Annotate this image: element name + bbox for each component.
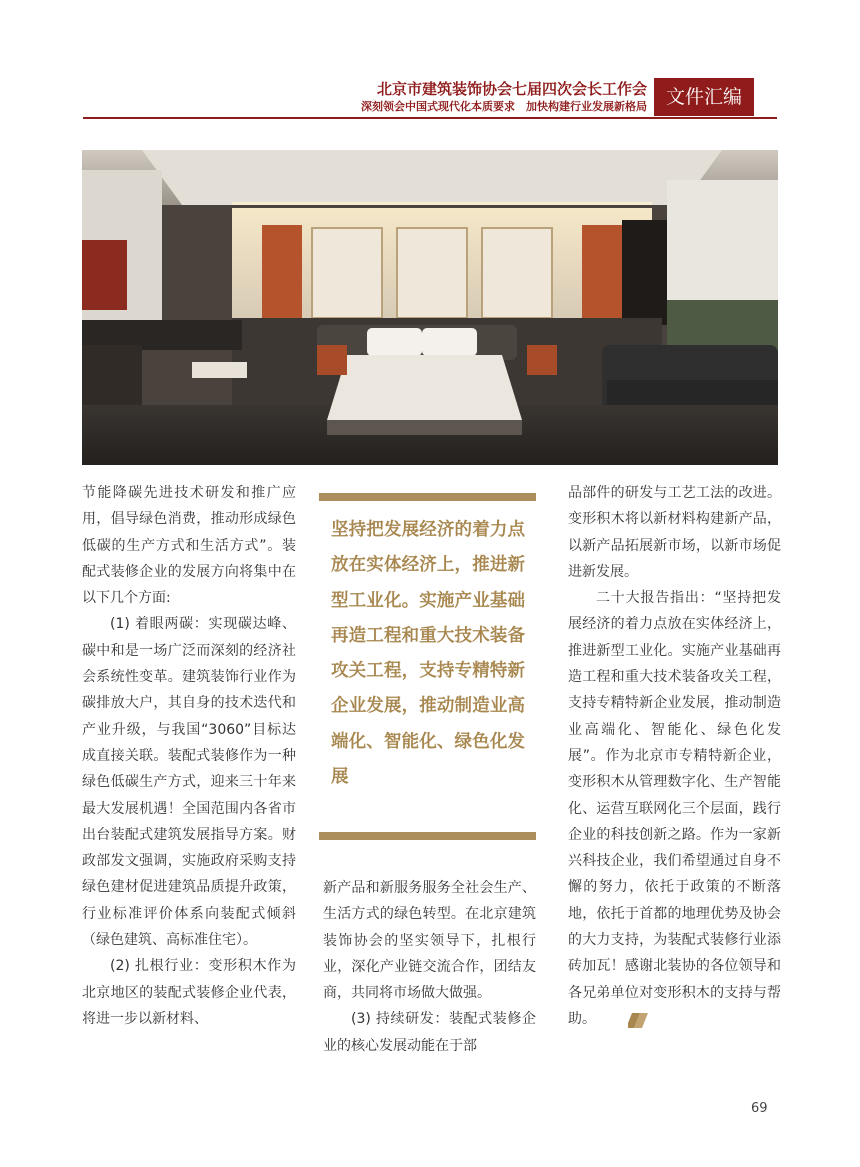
middle-paragraph-1: 新产品和新服务服务全社会生产、生活方式的绿色转型。在北京建筑装饰协会的坚实领导下，扎根行业，深化产业链交流合作，团结友商，共同将市场做大做强。 bbox=[323, 880, 536, 1002]
right-paragraph-1: 品部件的研发与工艺工法的改进。变形积木将以新材料构建新产品，以新产品拓展新市场，以新市场促进新发展。 bbox=[568, 485, 781, 580]
section-tag: 文件汇编 bbox=[654, 78, 754, 116]
quote-bottom-rule bbox=[319, 832, 536, 840]
pull-quote-text: 坚持把发展经济的着力点放在实体经济上，推进新型工业化。实施产业基础再造工程和重大技术装备攻关工程，支持专精特新企业发展，推动制造业高端化、智能化、绿色化发展 bbox=[331, 520, 525, 788]
header-title: 北京市建筑装饰协会七届四次会长工作会 bbox=[376, 80, 647, 98]
quote-top-rule bbox=[319, 493, 536, 501]
article-end-icon bbox=[600, 1011, 620, 1026]
left-paragraph-2: (1) 着眼两碳：实现碳达峰、碳中和是一场广泛而深刻的经济社会系统性变革。建筑装饰行业作为碳排放大户，其自身的技术迭代和产业升级，与我国“3060”目标达成直接关联。装配式装修作为一种绿色低碳生产方式，迎来三十年来最大发展机遇！全国范围内各省市出台装配式建筑发展指导方案。财政部发文强调，实施政府采购支持绿色建材促进建筑品质提升政策，行业标准评价体系向装配式倾斜（绿色建筑、高标准住宅）。 bbox=[82, 616, 296, 949]
header-rule bbox=[83, 117, 777, 119]
right-paragraph-2: 二十大报告指出：“坚持把发展经济的着力点放在实体经济上，推进新型工业化。实施产业基础再造工程和重大技术装备攻关工程，支持专精特新企业发展，推动制造业高端化、智能化、绿色化发展”。作为北京市专精特新企业，变形积木从管理数字化、生产智能化、运营互联网化三个层面，践行企业的科技创新之路。作为一家新兴科技企业，我们希望通过自身不懈的努力，依托于政策的不断落地，依托于首都的地理优势及协会的大力支持，为装配式装修行业添砖加瓦！感谢北装协的各位领导和各兄弟单位对变形积木的支持与帮助。 bbox=[568, 590, 781, 1027]
hotel-room-photo bbox=[82, 150, 778, 465]
pull-quote bbox=[319, 493, 536, 840]
page-number: 69 bbox=[751, 1101, 768, 1116]
middle-paragraph-2: (3) 持续研发：装配式装修企业的核心发展动能在于部 bbox=[323, 1011, 536, 1054]
header-subtitle: 深刻领会中国式现代化本质要求 加快构建行业发展新格局 bbox=[361, 100, 647, 113]
middle-column bbox=[323, 875, 536, 1059]
right-column bbox=[568, 480, 781, 1032]
left-column bbox=[82, 480, 296, 1032]
left-paragraph-3: (2) 扎根行业：变形积木作为北京地区的装配式装修企业代表，将进一步以新材料、 bbox=[82, 958, 296, 1027]
right-paragraph-2-wrapper bbox=[568, 585, 781, 1032]
left-paragraph-1: 节能降碳先进技术研发和推广应用，倡导绿色消费，推动形成绿色低碳的生产方式和生活方式”。装配式装修企业的发展方向将集中在以下几个方面: bbox=[82, 485, 296, 607]
